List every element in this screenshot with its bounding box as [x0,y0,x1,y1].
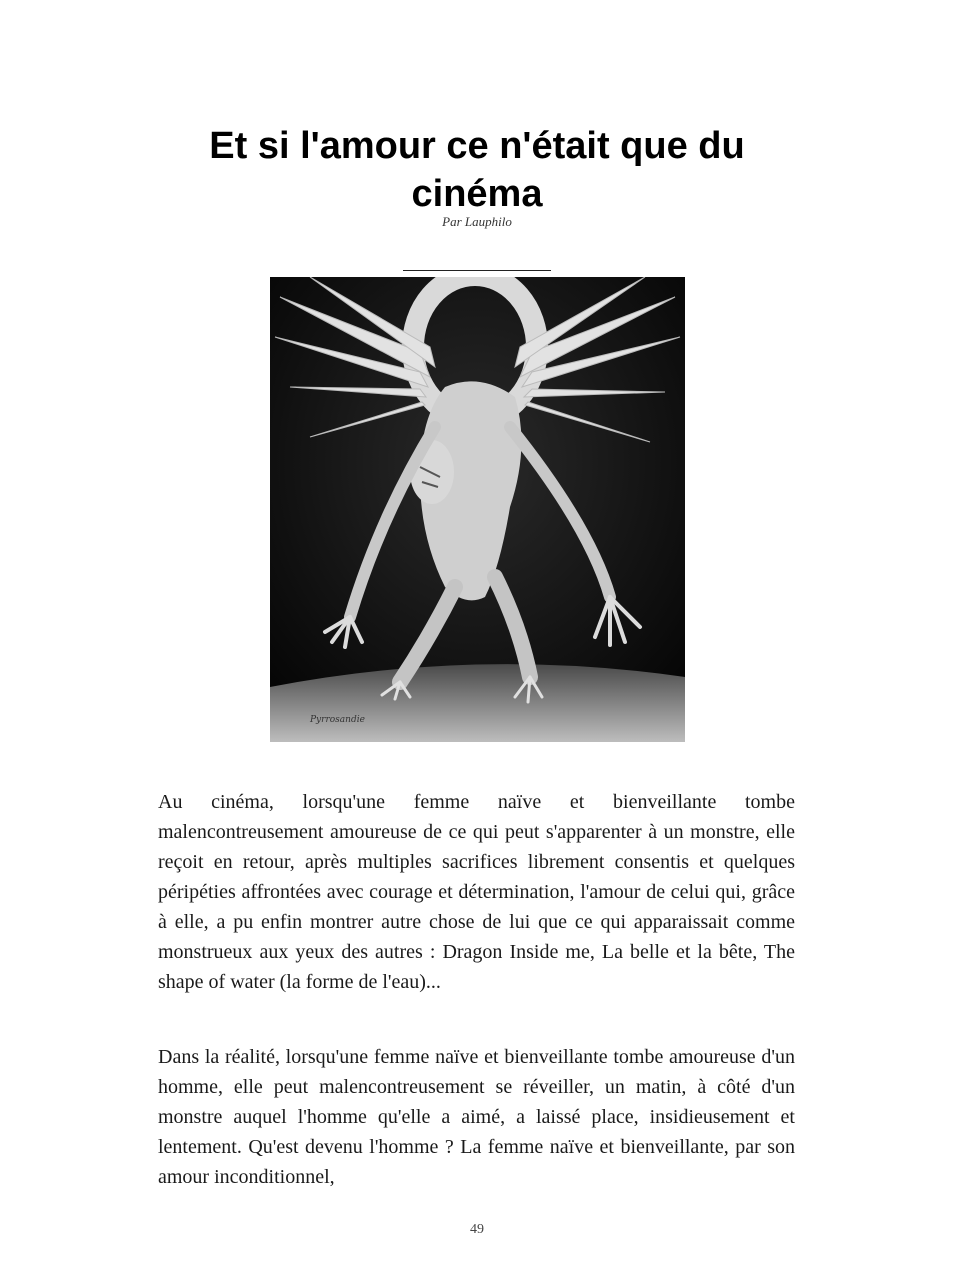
title-separator [403,258,551,271]
article-illustration [270,277,685,742]
article-byline: Par Lauphilo [442,214,512,229]
page-number: 49 [470,1222,484,1237]
paragraph-2: Dans la réalité, lorsqu'une femme naïve et bienveillante tombe amoureuse d'un homme, elle peut malencontreusement se réveiller, un matin, à côté d'un monstre auquel l'homme qu'elle a aimé, a laissé place, insidieusement et lentement. Qu'est devenu l'homme ? La femme naïve et bienveillante, par son amour inconditionnel, [158,1046,795,1188]
winged-creature-artwork [270,277,685,742]
article-title: Et si l'amour ce n'était que du cinéma [209,125,745,215]
artist-signature: Pyrrosandie [310,715,365,725]
paragraph-1: Au cinéma, lorsqu'une femme naïve et bienveillante tombe malencontreusement amoureuse de ce qui peut s'apparenter à un monstre, elle reçoit en retour, après multiples sacrifices librement consentis et quelques péripéties affrontées avec courage et détermination, l'amour de celui qui, grâce à elle, a pu enfin montrer autre chose de lui que ce qui apparaissait comme monstrueux aux yeux des autres : Dragon Inside me, La belle et la bête, The shape of water (la forme de l'eau)... [158,791,795,993]
